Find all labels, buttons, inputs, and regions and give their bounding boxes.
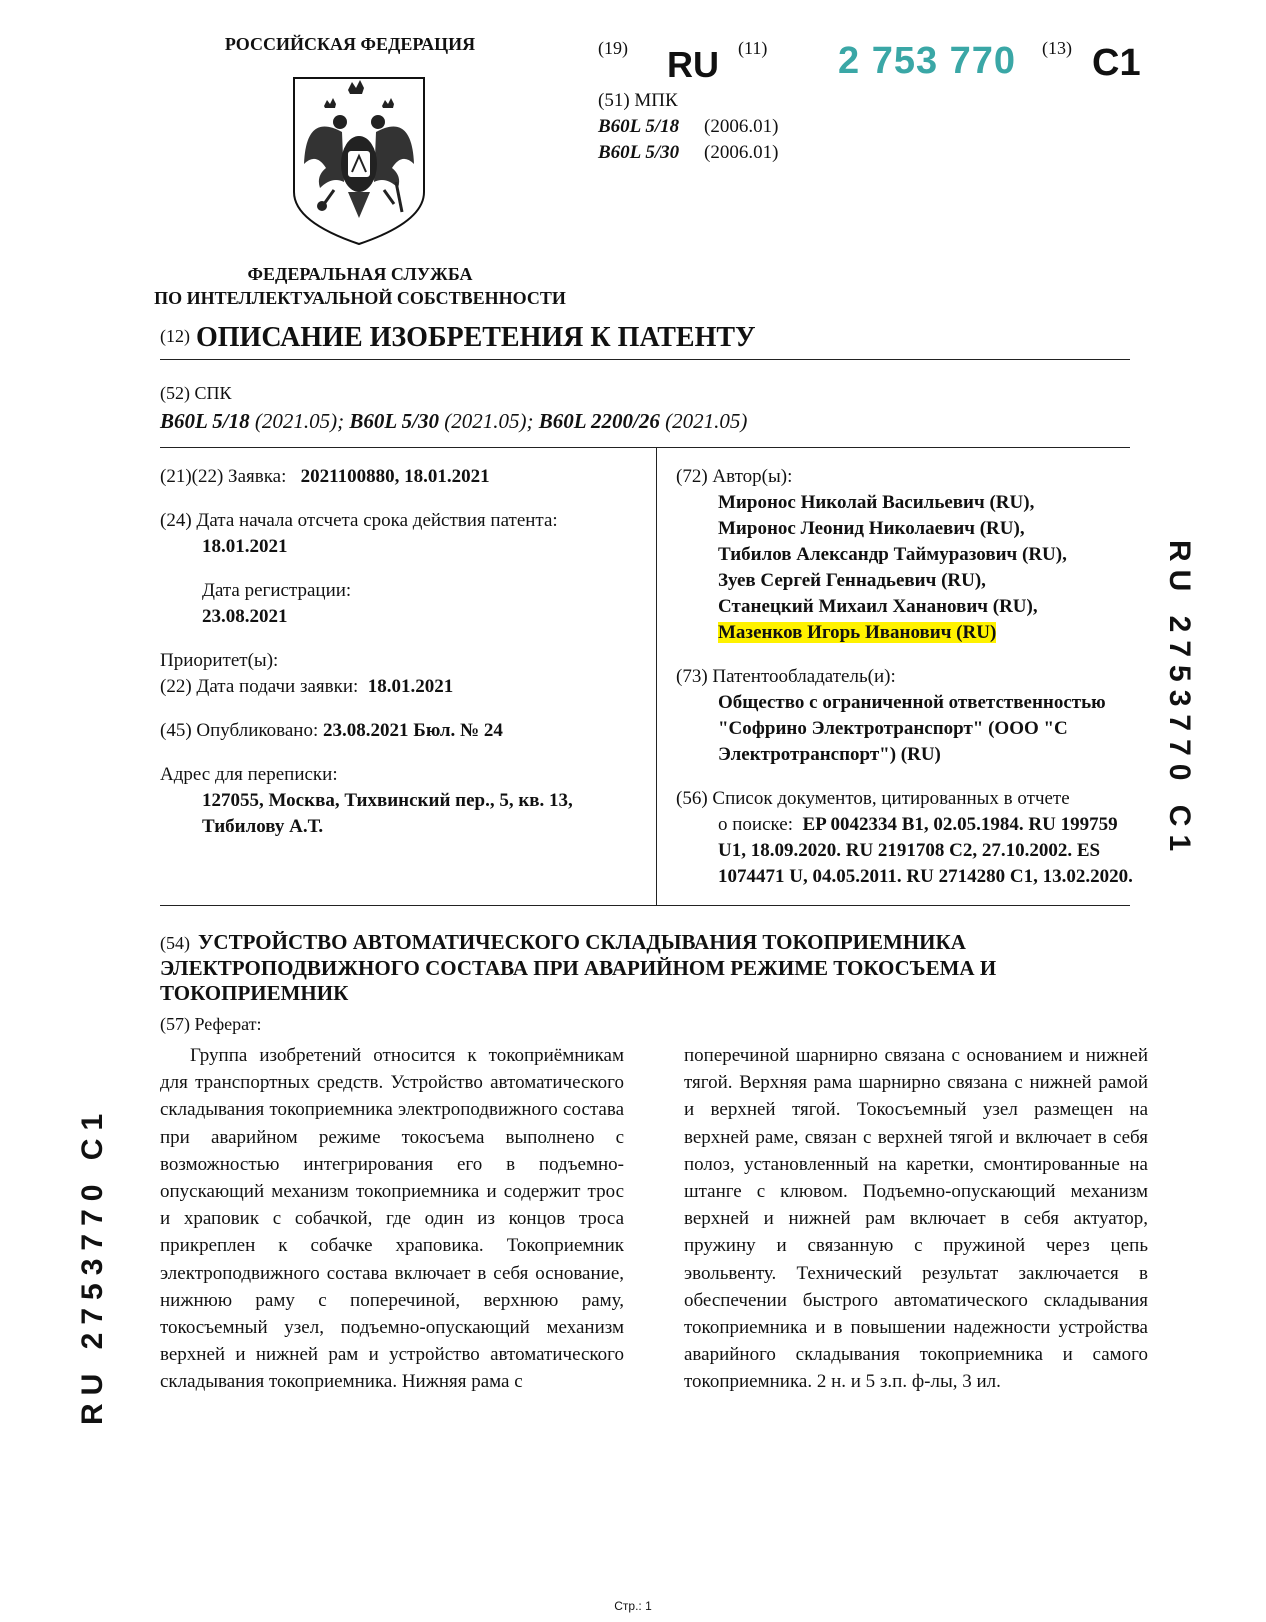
bibliographic-left bbox=[160, 464, 650, 840]
code-19: (19) bbox=[598, 38, 628, 58]
authors-label: (72) Автор(ы): bbox=[676, 466, 793, 487]
cited-line: о поиске: EP 0042334 B1, 02.05.1984. RU 199759 bbox=[718, 814, 1118, 835]
owner-line: Электротранспорт") (RU) bbox=[718, 744, 941, 765]
abstract-column-2 bbox=[684, 1042, 1148, 1396]
cpc-label: (52) СПК bbox=[160, 383, 232, 403]
agency-name bbox=[120, 262, 600, 310]
cpc-codes: B60L 5/18 (2021.05); B60L 5/30 (2021.05); B60L 2200/26 (2021.05) bbox=[160, 409, 748, 433]
author: Станецкий Михаил Хананович (RU), bbox=[718, 596, 1038, 617]
reg-label: Дата регистрации: bbox=[202, 580, 352, 601]
russian-coat-of-arms-icon bbox=[286, 72, 432, 248]
agency-line-2: ПО ИНТЕЛЛЕКТУАЛЬНОЙ СОБСТВЕННОСТИ bbox=[154, 288, 566, 308]
side-code-left: RU 2753770 C1 bbox=[76, 1105, 109, 1425]
ipc-label: (51) МПК bbox=[598, 90, 678, 111]
owner-line: "Софрино Электротранспорт" (ООО "С bbox=[718, 718, 1068, 739]
term-value: 18.01.2021 bbox=[202, 536, 288, 557]
cited-line: 1074471 U, 04.05.2011. RU 2714280 C1, 13.02.2020. bbox=[718, 866, 1133, 887]
bibliographic-right bbox=[676, 464, 1146, 890]
author-highlighted: Мазенков Игорь Иванович (RU) bbox=[718, 622, 997, 643]
country-code: RU bbox=[667, 44, 719, 85]
divider bbox=[160, 359, 1130, 360]
owner-line: Общество с ограниченной ответственностью bbox=[718, 692, 1106, 713]
divider bbox=[160, 905, 1130, 906]
owner-label: (73) Патентообладатель(и): bbox=[676, 666, 896, 687]
country-name: РОССИЙСКАЯ ФЕДЕРАЦИЯ bbox=[224, 34, 476, 54]
address-line: 127055, Москва, Тихвинский пер., 5, кв. 13, bbox=[202, 790, 573, 811]
address-line: Тибилову А.Т. bbox=[202, 816, 324, 837]
abstract-label: (57) Реферат: bbox=[160, 1014, 262, 1034]
abstract-text: поперечиной шарнирно связана с основанием и нижней тягой. Верхняя рама шарнирно связана с нижней рамой и верхней тягой. Токосъемный узел размещен на верхней раме, связан с верхней тягой и включает в себя полоз, установленный на каретки, смонтированные на штанге с клювом. Подъемно-опускающий механизм верхней и нижней рам включает в себя актуатор, пружину и связанную с пружиной через цепь эвольвенту. Технический результат заключается в обеспечении быстрого автоматического складывания токоприемника и в повышении надежности устройства аварийного складывания токоприемника и самого токоприемника. 2 н. и 5 з.п. ф-лы, 3 ил. bbox=[684, 1045, 1148, 1393]
abstract-column-1 bbox=[160, 1042, 624, 1396]
agency-line-1: ФЕДЕРАЛЬНАЯ СЛУЖБА bbox=[247, 264, 473, 284]
invention-title: (54) УСТРОЙСТВО АВТОМАТИЧЕСКОГО СКЛАДЫВАНИЯ ТОКОПРИЕМНИКА ЭЛЕКТРОПОДВИЖНОГО СОСТАВА ПРИ АВАРИЙНОМ РЕЖИМЕ ТОКОСЪЕМА И ТОКОПРИЕМНИК bbox=[160, 930, 997, 1005]
ipc-entry: B60L 5/30 (2006.01) bbox=[598, 142, 779, 163]
page-number: Стр.: 1 bbox=[614, 1599, 652, 1613]
cpc-block bbox=[160, 379, 747, 435]
kind-code: C1 bbox=[1092, 42, 1141, 84]
column-divider bbox=[656, 447, 657, 905]
divider bbox=[160, 447, 1130, 448]
author: Зуев Сергей Геннадьевич (RU), bbox=[718, 570, 986, 591]
reg-value: 23.08.2021 bbox=[202, 606, 288, 627]
published: (45) Опубликовано: 23.08.2021 Бюл. № 24 bbox=[160, 720, 503, 741]
patent-number: 2 753 770 bbox=[838, 40, 1017, 82]
ipc-entry: B60L 5/18 (2006.01) bbox=[598, 116, 779, 137]
code-11: (11) bbox=[738, 38, 768, 58]
application: (21)(22) Заявка: 2021100880, 18.01.2021 bbox=[160, 466, 490, 487]
author: Миронос Леонид Николаевич (RU), bbox=[718, 518, 1025, 539]
filing-date: (22) Дата подачи заявки: 18.01.2021 bbox=[160, 676, 454, 697]
cited-line: U1, 18.09.2020. RU 2191708 C2, 27.10.2002. ES bbox=[718, 840, 1101, 861]
author: Миронос Николай Васильевич (RU), bbox=[718, 492, 1035, 513]
side-code-right: RU 2753770 C1 bbox=[1163, 540, 1196, 860]
abstract-text: Группа изобретений относится к токоприёмникам для транспортных средств. Устройство автоматического складывания токоприемника электроподвижного состава при аварийном режиме токосъема выполнено с возможностью интегрирования его в подъемно-опускающий механизм токоприемника и содержит трос и храповик с собачкой, где один из концов троса прикреплен к собачке храповика. Токоприемник электроподвижного состава включает в себя основание, нижнюю раму с поперечиной, верхнюю раму, токосъемный узел, подъемно-опускающий механизм верхней и нижней рам и устройство автоматического складывания токоприемника. Нижняя рама с bbox=[160, 1045, 624, 1393]
document-title: (12) ОПИСАНИЕ ИЗОБРЕТЕНИЯ К ПАТЕНТУ bbox=[160, 322, 756, 353]
address-label: Адрес для переписки: bbox=[160, 764, 338, 785]
ipc-block bbox=[598, 88, 778, 166]
author: Тибилов Александр Таймуразович (RU), bbox=[718, 544, 1067, 565]
priority-label: Приоритет(ы): bbox=[160, 650, 279, 671]
term-label: (24) Дата начала отсчета срока действия патента: bbox=[160, 510, 558, 531]
cited-label: (56) Список документов, цитированных в отчете bbox=[676, 788, 1070, 809]
code-13: (13) bbox=[1042, 38, 1072, 58]
